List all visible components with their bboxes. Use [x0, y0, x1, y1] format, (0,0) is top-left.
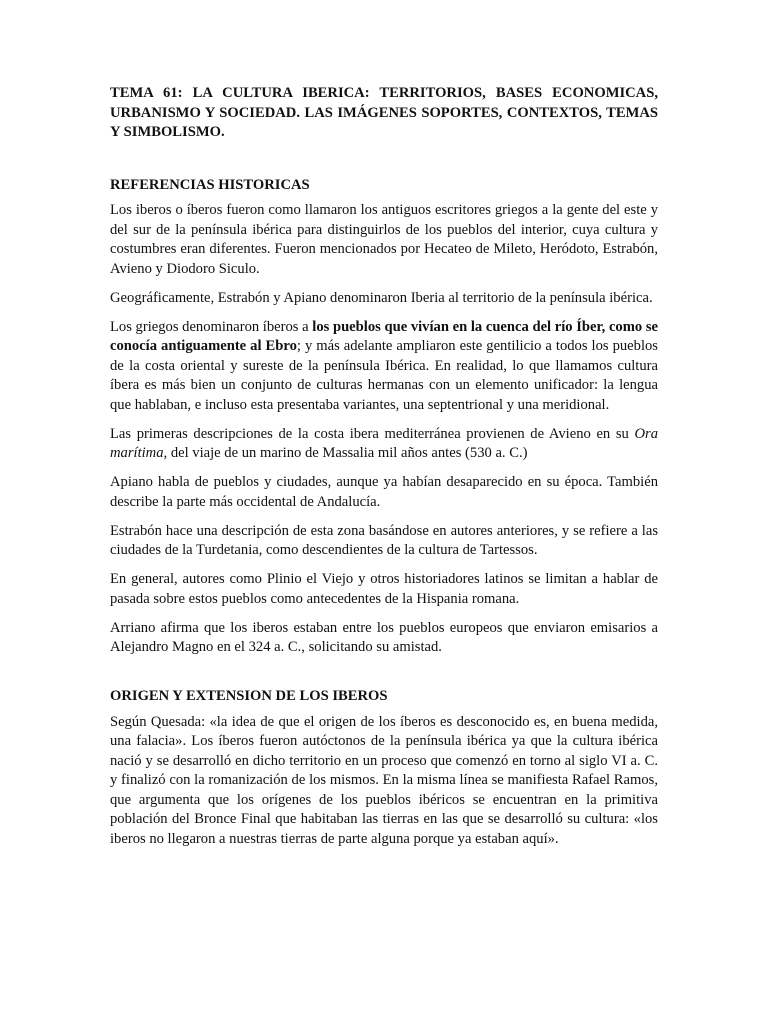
- section-referencias-historicas: [110, 176, 658, 658]
- paragraph: [110, 425, 658, 464]
- paragraph-italic-text: Ora marítima: [110, 425, 658, 461]
- paragraph: Geográficamente, Estrabón y Apiano denominaron Iberia al territorio de la península ibérica.: [110, 289, 653, 306]
- section-heading: ORIGEN Y EXTENSION DE LOS IBEROS: [110, 688, 388, 704]
- paragraph-text: , del viaje de un marino de Massalia mil años antes (530 a. C.): [163, 445, 528, 461]
- document-title: TEMA 61: LA CULTURA IBERICA: TERRITORIOS, BASES ECONOMICAS, URBANISMO Y SOCIEDAD. LAS IMÁGENES SOPORTES, CONTEXTOS, TEMAS Y SIMBOLISMO.: [110, 85, 658, 140]
- paragraph: [110, 318, 658, 416]
- paragraph: En general, autores como Plinio el Viejo y otros historiadores latinos se limitan a hablar de pasada sobre estos pueblos como antecedentes de la Hispania romana.: [110, 571, 658, 607]
- spacer: [110, 667, 658, 687]
- paragraph-text: Los griegos denominaron íberos a: [110, 318, 313, 335]
- paragraph: Los iberos o íberos fueron como llamaron los antiguos escritores griegos a la gente del este y del sur de la península ibérica para distinguirlos de los pueblos del interior, cuya cultura y costumbres eran diferentes. Fueron mencionados por Hecateo de Mileto, Heródoto, Estrabón, Avieno y Diodoro Siculo.: [110, 202, 658, 277]
- paragraph: Arriano afirma que los iberos estaban entre los pueblos europeos que enviaron emisarios a Alejandro Magno en el 324 a. C., solicitando su amistad.: [110, 619, 658, 655]
- paragraph-text: ; y más adelante ampliaron este gentilicio a todos los pueblos de la costa oriental y sureste de la península Ibérica. En realidad, lo que llamamos cultura íbera es más bien un conjunto de culturas hermanas con un elemento unificador: la lengua que hablaban, e incluso esta presentaba variantes, una septentrional y una meridional.: [110, 338, 658, 413]
- paragraph: Según Quesada: «la idea de que el origen de los íberos es desconocido es, en buena medida, una falacia». Los íberos fueron autóctonos de la península ibérica ya que la cultura ibérica nació y se desarrolló en dicho territorio en un proceso que comenzó en torno al siglo VI a. C. y finalizó con la romanización de los mismos. En la misma línea se manifiesta Rafael Ramos, que argumenta que los orígenes de los pueblos ibéricos se encuentran en la primitiva población del Bronce Final que habitaban las tierras en las que se desarrolló su cultura: «los iberos no llegaron a nuestras tierras de parte alguna porque ya estaban aquí».: [110, 713, 658, 847]
- paragraph-text: Las primeras descripciones de la costa ibera mediterránea provienen de Avieno en su: [110, 425, 635, 442]
- section-origen-extension: [110, 687, 658, 849]
- section-heading: REFERENCIAS HISTORICAS: [110, 176, 310, 193]
- paragraph: Apiano habla de pueblos y ciudades, aunque ya habían desaparecido en su época. También describe la parte más occidental de Andalucía.: [110, 474, 658, 510]
- spacer: [110, 143, 658, 176]
- paragraph: Estrabón hace una descripción de esta zona basándose en autores anteriores, y se refiere a las ciudades de la Turdetania, como descendientes de la cultura de Tartessos.: [110, 522, 658, 558]
- paragraph-bold-text: los pueblos que vivían en la cuenca del río Íber, como se conocía antiguamente al Ebro: [110, 318, 658, 354]
